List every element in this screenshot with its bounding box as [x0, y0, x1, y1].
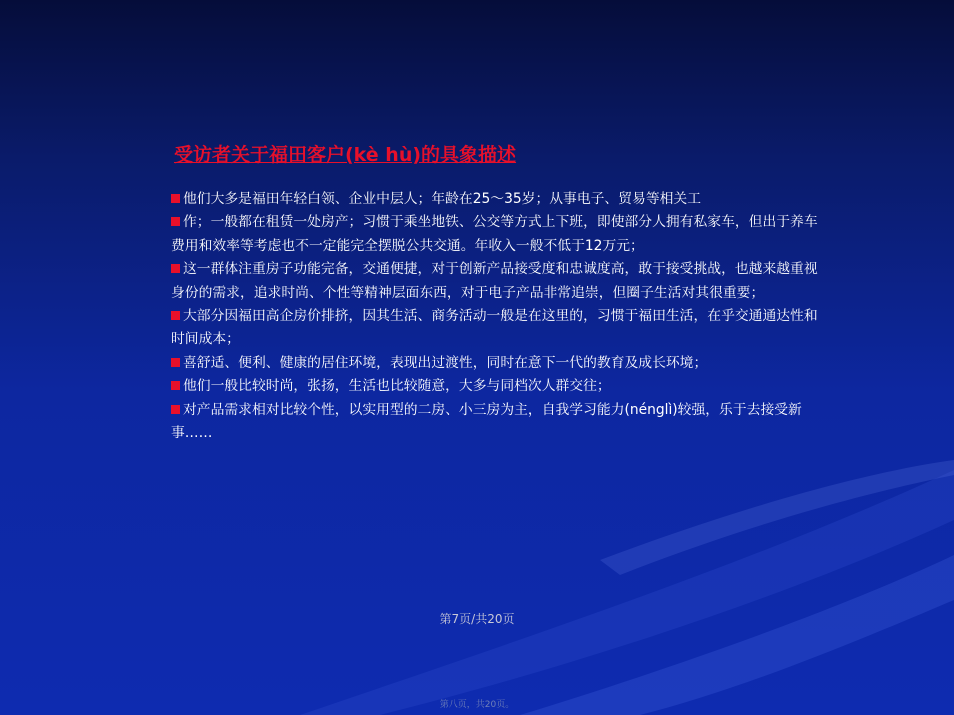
list-item-text: 作；一般都在租赁一处房产；习惯于乘坐地铁、公交等方式上下班，即使部分人拥有私家车，但出于养车费用和效率等考虑也不一定能完全摆脱公共交通。年收入一般不低于12万元；: [171, 214, 818, 254]
list-item-text: 这一群体注重房子功能完备，交通便捷，对于创新产品接受度和忠诚度高，敢于接受挑战，也越来越重视身份的需求，追求时尚、个性等精神层面东西，对于电子产品非常追崇，但圈子生活对其很重要；: [171, 261, 818, 301]
list-item: [171, 188, 831, 211]
bullet-square-icon: [171, 194, 180, 203]
list-item-text: 他们一般比较时尚，张扬，生活也比较随意，大多与同档次人群交往；: [183, 378, 611, 395]
list-item: [171, 375, 831, 398]
page-number: 第7页/共20页: [439, 612, 515, 626]
bullet-square-icon: [171, 264, 180, 273]
list-item-text: 大部分因福田高企房价排挤，因其生活、商务活动一般是在这里的，习惯于福田生活，在乎交通通达性和时间成本；: [171, 308, 818, 348]
list-item-text: 他们大多是福田年轻白领、企业中层人；年龄在25～35岁；从事电子、贸易等相关工: [183, 191, 702, 207]
bullet-square-icon: [171, 405, 180, 414]
list-item: [171, 211, 831, 258]
bullet-square-icon: [171, 311, 180, 320]
list-item: [171, 399, 831, 446]
list-item-text: 对产品需求相对比较个性，以实用型的二房、小三房为主，自我学习能力(nénglì)较强，乐于去接受新事……: [171, 401, 802, 442]
list-item-text: 喜舒适、便利、健康的居住环境，表现出过渡性，同时在意下一代的教育及成长环境；: [183, 354, 708, 371]
description-list: [171, 188, 831, 445]
footer-note: 第八页，共20页。: [439, 700, 515, 710]
slide-title: 受访者关于福田客户(kè hù)的具象描述: [174, 144, 517, 166]
list-item: [171, 305, 831, 352]
bullet-square-icon: [171, 217, 180, 226]
list-item: [171, 352, 831, 375]
bullet-square-icon: [171, 358, 180, 367]
list-item: [171, 258, 831, 305]
bullet-square-icon: [171, 381, 180, 390]
